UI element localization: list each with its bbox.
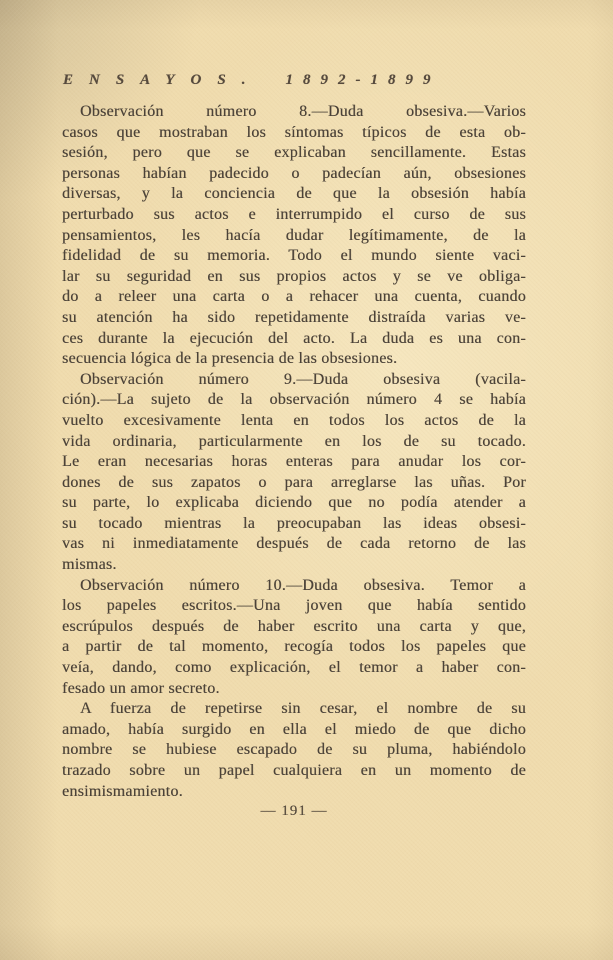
text-line: a partir de tal momento, recogía todos los papeles que [62, 638, 526, 656]
text-line: do a releer una carta o a rehacer una cuenta, cuando [62, 288, 526, 306]
text-line: sesión, pero que se explicaban sencillamente. Estas [62, 144, 526, 162]
text-line: vas ni inmediatamente después de cada retorno de las [62, 535, 526, 553]
text-line: escrúpulos después de haber escrito una carta y que, [62, 617, 526, 635]
text-line: vida ordinaria, particularmente en los de su tocado. [62, 432, 526, 450]
text-line: ces durante la ejecución del acto. La duda es una con- [62, 329, 526, 347]
text-line: su atención ha sido repetidamente distraída varias ve- [62, 308, 526, 326]
text-line: diversas, y la conciencia de que la obsesión había [62, 185, 526, 203]
text-line: fidelidad de su memoria. Todo el mundo siente vaci- [62, 247, 526, 265]
text-line: dones de sus zapatos o para arreglarse las uñas. Por [62, 473, 526, 491]
text-line: Le eran necesarias horas enteras para anudar los cor- [62, 453, 526, 471]
text-line: veía, dando, como explicación, el temor a haber con- [62, 659, 526, 677]
text-line: ción).—La sujeto de la observación número 4 se había [62, 391, 526, 409]
text-line: vuelto excesivamente lenta en todos los actos de la [62, 411, 526, 429]
running-header [63, 70, 440, 90]
text-line: nombre se hubiese escapado de su pluma, habiéndolo [62, 741, 526, 759]
header-book-title: ENSAYOS. [63, 72, 262, 88]
text-line: Observación número 10.—Duda obsesiva. Temor a [80, 576, 526, 594]
text-line: pensamientos, les hacía dudar legítimamente, de la [62, 226, 526, 244]
text-line: A fuerza de repetirse sin cesar, el nombre de su [80, 700, 526, 718]
text-line: trazado sobre un papel cualquiera en un momento de [62, 762, 526, 779]
text-line: Observación número 9.—Duda obsesiva (vacila- [80, 370, 526, 388]
page-body [62, 102, 526, 802]
text-line: mismas. [62, 556, 117, 574]
paragraph-observation-10 [62, 576, 526, 700]
text-line: su parte, lo explicaba diciendo que no podía atender a [62, 494, 526, 512]
paragraph-conclusion [62, 699, 526, 802]
page-number: — 191 — [260, 803, 328, 819]
text-line: su tocado mientras la preocupaban las ideas obsesi- [62, 514, 526, 532]
paragraph-observation-8 [62, 102, 526, 370]
text-line: ensimismamiento. [62, 782, 183, 800]
text-line: lar su seguridad en sus propios actos y se ve obliga- [62, 267, 526, 285]
text-line: amado, había surgido en ella el miedo de que dicho [62, 720, 526, 738]
text-line: Observación número 8.—Duda obsesiva.—Varios [80, 103, 526, 120]
text-line: personas habían padecido o padecían aún, obsesiones [62, 164, 526, 182]
text-line: secuencia lógica de la presencia de las obsesiones. [62, 350, 398, 368]
text-line: perturbado sus actos e interrumpido el curso de sus [62, 205, 526, 223]
text-line: fesado un amor secreto. [62, 679, 220, 697]
paragraph-observation-9 [62, 370, 526, 576]
text-line: los papeles escritos.—Una joven que había sentido [62, 597, 526, 615]
header-years: 1892-1899 [285, 72, 441, 88]
text-line: casos que mostraban los síntomas típicos de esta ob- [62, 123, 526, 141]
